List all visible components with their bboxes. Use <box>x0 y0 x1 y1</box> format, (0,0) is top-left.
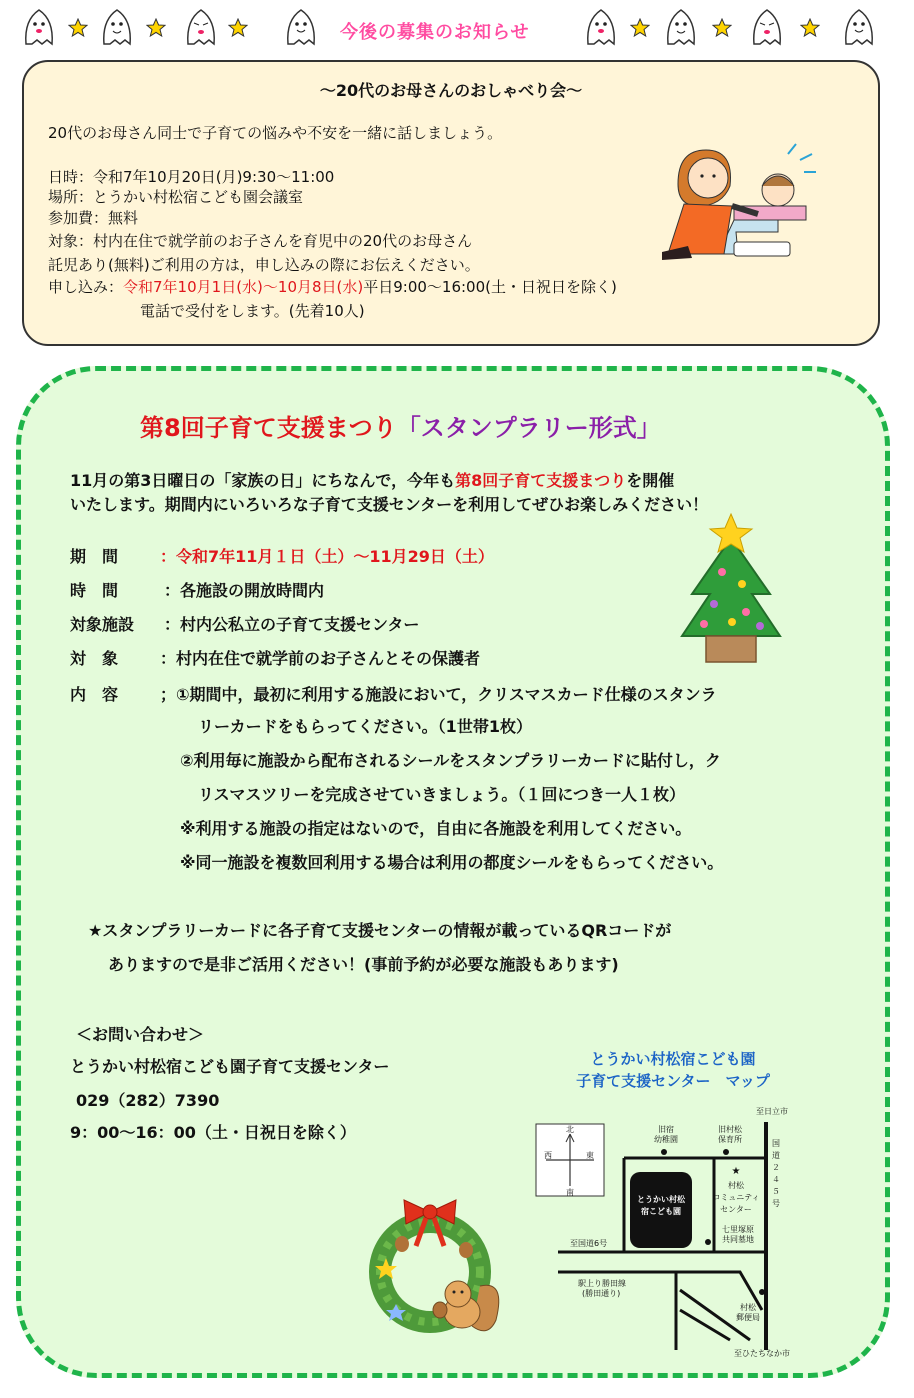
old-matsu-2: 保育所 <box>718 1135 742 1144</box>
map-title <box>548 1048 798 1092</box>
center-label-1: とうかい村松 <box>637 1195 685 1204</box>
compass-east: 東 <box>586 1151 594 1160</box>
recruit-place: 場所：とうかい村松宿こども園会議室 <box>48 188 304 206</box>
content-1a: ；①期間中，最初に利用する施設において，クリスマスカード仕様のスタンラ <box>160 685 717 704</box>
recruit-intro: 20代のお母さん同士で子育ての悩みや不安を一緒に話しましょう。 <box>48 124 503 142</box>
ghost-icon <box>750 6 784 46</box>
ghost-icon <box>284 6 318 46</box>
recruit-date: 日時：令和7年10月20日(月)9:30～11:00 <box>48 168 335 186</box>
apply-label: 申し込み： <box>48 278 124 296</box>
route245-label <box>772 1139 780 1208</box>
festival-title-main: 第8回子育て支援まつり <box>140 414 397 442</box>
note-2: ※同一施設を複数回利用する場合は利用の都度シールをもらってください。 <box>180 853 724 872</box>
ghost-icon <box>100 6 134 46</box>
recruit-fee: 参加費：無料 <box>48 209 139 227</box>
railway-label-1: 駅上り勝田線 <box>578 1279 626 1288</box>
svg-text:２: ２ <box>772 1163 780 1172</box>
cemetery-label-2: 共同墓地 <box>722 1235 754 1244</box>
recruit-target: 対象：村内在住で就学前のお子さんを育児中の20代のお母さん <box>48 232 473 250</box>
contact-name: とうかい村松宿こども園子育て支援センター <box>70 1057 390 1076</box>
facility-label: 対象施設 <box>70 615 135 634</box>
intro-text-b: を開催 <box>626 471 675 490</box>
qr-note-2: ありますので是非ご活用ください！(事前予約が必要な施設もあります) <box>108 955 619 974</box>
period-label: 期 間 <box>70 547 119 566</box>
community-label-1: 村松 <box>728 1181 744 1190</box>
recruit-title: ～20代のお母さんのおしゃべり会～ <box>319 81 583 100</box>
center-label-2: 宿こども園 <box>641 1207 681 1216</box>
apply-rest: 平日9:00～16:00(土・日祝日を除く) <box>363 278 617 296</box>
svg-text:道: 道 <box>772 1151 780 1160</box>
community-star-icon: ★ <box>731 1166 741 1177</box>
svg-text:５: ５ <box>772 1187 780 1196</box>
recruit-childcare: 託児あり(無料)ご利用の方は，申し込みの際にお伝えください。 <box>48 256 480 274</box>
community-label-3: センター <box>720 1205 752 1214</box>
star-icon <box>68 18 88 38</box>
compass-north: 北 <box>566 1125 574 1134</box>
recruit-apply <box>48 278 617 296</box>
map-title-line1: とうかい村松宿こども園 <box>590 1050 756 1068</box>
old-matsu-1: 旧村松 <box>718 1125 742 1134</box>
cemetery-label-1: 七里塚原 <box>722 1225 754 1234</box>
time-value: ：各施設の開放時間内 <box>164 581 325 600</box>
period-value: ：令和7年11月１日（土）～11月29日（土） <box>160 547 494 566</box>
ghost-icon <box>842 6 876 46</box>
page-title: 今後の募集のお知らせ <box>340 22 530 43</box>
content-2a: ②利用毎に施設から配布されるシールをスタンプラリーカードに貼付し，ク <box>180 751 721 770</box>
community-label-2: コミュニティ <box>712 1193 760 1202</box>
star-icon <box>228 18 248 38</box>
note-1: ※利用する施設の指定はないので，自由に各施設を利用してください。 <box>180 819 692 838</box>
wreath-illustration <box>356 1190 512 1342</box>
recruit-box <box>22 60 880 346</box>
festival-intro-line2: いたします。期間内にいろいろな子育て支援センターを利用してぜひお楽しみください！ <box>70 495 709 514</box>
mother-baby-illustration <box>638 114 838 264</box>
recruit-apply-phone: 電話で受付をします。(先着10人) <box>140 302 365 320</box>
star-icon <box>146 18 166 38</box>
old-nursery-2: 幼稚園 <box>654 1135 678 1144</box>
qr-note-1: ★スタンプラリーカードに各子育て支援センターの情報が載っているQRコードが <box>88 921 672 940</box>
svg-text:４: ４ <box>772 1175 780 1184</box>
post-label-1: 村松 <box>740 1303 756 1312</box>
to-hitachi-label: 至日立市 <box>756 1107 788 1116</box>
ghost-icon <box>22 6 56 46</box>
target-label: 対 象 <box>70 649 119 668</box>
star-icon <box>712 18 732 38</box>
to-hitachinaka-label: 至ひたちなか市 <box>734 1349 790 1358</box>
apply-dates: 令和7年10月1日(水)～10月8日(水) <box>123 278 364 296</box>
content-1b: リーカードをもらってください。（1世帯1枚） <box>198 717 532 736</box>
svg-text:国: 国 <box>772 1139 780 1148</box>
contact-title: ＜お問い合わせ＞ <box>76 1025 205 1044</box>
star-icon <box>630 18 650 38</box>
festival-title-sub: 「スタンプラリー形式」 <box>396 414 661 442</box>
festival-intro-line1 <box>70 468 674 491</box>
facility-value: ：村内公私立の子育て支援センター <box>164 615 420 634</box>
content-2b: リスマスツリーを完成させていきましょう。（１回につき一人１枚） <box>198 785 686 804</box>
target-value: ：村内在住で就学前のお子さんとその保護者 <box>160 649 481 668</box>
content-label: 内 容 <box>70 685 119 704</box>
ghost-icon <box>584 6 618 46</box>
post-label-2: 郵便局 <box>736 1313 760 1322</box>
contact-phone: 029（282）7390 <box>76 1091 220 1110</box>
compass-west: 西 <box>544 1151 552 1160</box>
ghost-icon <box>664 6 698 46</box>
contact-hours: 9：00～16：00（土・日祝日を除く） <box>70 1123 356 1142</box>
svg-text:号: 号 <box>772 1199 780 1208</box>
railway-label-2: (勝田通り) <box>582 1289 621 1298</box>
festival-title <box>140 408 661 443</box>
map-title-line2: 子育て支援センター マップ <box>576 1072 770 1090</box>
intro-text-red: 第8回子育て支援まつり <box>455 471 627 490</box>
route6-label: 至国道6号 <box>570 1239 608 1248</box>
time-label: 時 間 <box>70 581 119 600</box>
christmas-tree-illustration <box>676 512 786 664</box>
ghost-icon <box>184 6 218 46</box>
access-map <box>530 1100 802 1360</box>
old-nursery-1: 旧宿 <box>658 1125 674 1134</box>
star-icon <box>800 18 820 38</box>
intro-text-a: 11月の第3日曜日の「家族の日」にちなんで，今年も <box>70 471 456 490</box>
compass-south: 南 <box>566 1188 574 1197</box>
